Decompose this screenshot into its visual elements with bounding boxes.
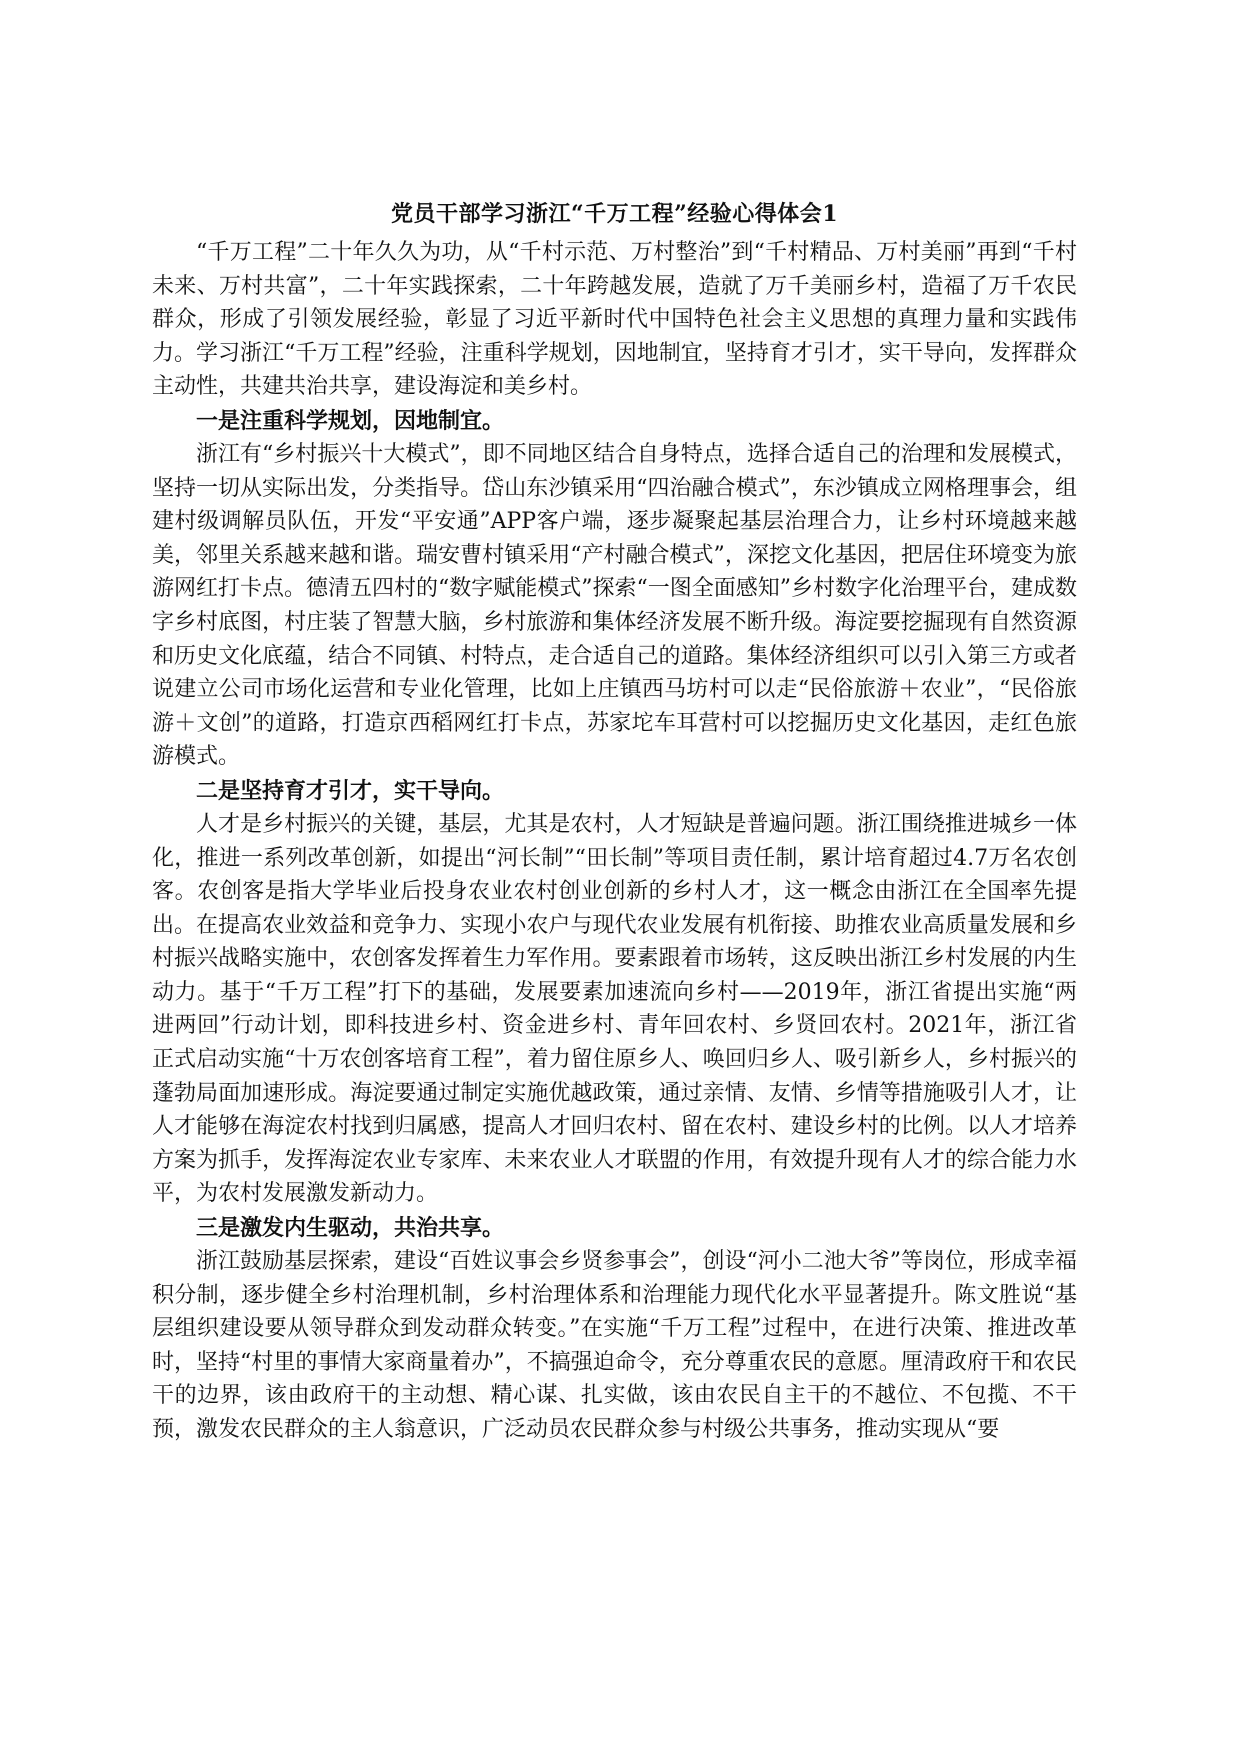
section-1 bbox=[152, 404, 1077, 774]
section-heading: 一是注重科学规划，因地制宜。 bbox=[196, 407, 505, 434]
document-title: 党员干部学习浙江“千万工程”经验心得体会1 bbox=[390, 201, 839, 227]
section-heading: 二是坚持育才引才，实干导向。 bbox=[196, 777, 505, 804]
section-body: 浙江鼓励基层探索，建设“百姓议事会乡贤参事会”，创设“河小二池大爷”等岗位，形成幸福积分制，逐步健全乡村治理机制，乡村治理体系和治理能力现代化水平显著提升。陈文胜说“基层组织建设要从领导群众到发动群众转变。”在实施“千万工程”过程中，在进行决策、推进改革时，坚持“村里的事情大家商量着办”，不搞强迫命令，充分尊重农民的意愿。厘清政府干和农民干的边界，该由政府干的主动想、精心谋、扎实做，该由农民自主干的不越位、不包揽、不干预，激发农民群众的主人翁意识，广泛动员农民群众参与村级公共事务，推动实现从“要 bbox=[152, 1249, 1077, 1442]
section-2 bbox=[152, 774, 1077, 1211]
section-3 bbox=[152, 1211, 1077, 1447]
intro-paragraph: “千万工程”二十年久久为功，从“千村示范、万村整治”到“千村精品、万村美丽”再到“千村未来、万村共富”，二十年实践探索，二十年跨越发展，造就了万千美丽乡村，造福了万千农民群众，形成了引领发展经验，彰显了习近平新时代中国特色社会主义思想的真理力量和实践伟力。学习浙江“千万工程”经验，注重科学规划，因地制宜，坚持育才引才，实干导向，发挥群众主动性，共建共治共享，建设海淀和美乡村。 bbox=[152, 240, 1077, 400]
document-page bbox=[152, 194, 1077, 1447]
section-heading: 三是激发内生驱动，共治共享。 bbox=[196, 1215, 505, 1242]
section-body: 人才是乡村振兴的关键，基层，尤其是农村，人才短缺是普遍问题。浙江围绕推进城乡一体化，推进一系列改革创新，如提出“河长制”“田长制”等项目责任制，累计培育超过4.7万名农创客。农创客是指大学毕业后投身农业农村创业创新的乡村人才，这一概念由浙江在全国率先提出。在提高农业效益和竞争力、实现小农户与现代农业发展有机衔接、助推农业高质量发展和乡村振兴战略实施中，农创客发挥着生力军作用。要素跟着市场转，这反映出浙江乡村发展的内生动力。基于“千万工程”打下的基础，发展要素加速流向乡村——2019年，浙江省提出实施“两进两回”行动计划，即科技进乡村、资金进乡村、青年回农村、乡贤回农村。2021年，浙江省正式启动实施“十万农创客培育工程”，着力留住原乡人、唤回归乡人、吸引新乡人，乡村振兴的蓬勃局面加速形成。海淀要通过制定实施优越政策，通过亲情、友情、乡情等措施吸引人才，让人才能够在海淀农村找到归属感，提高人才回归农村、留在农村、建设乡村的比例。以人才培养方案为抓手，发挥海淀农业专家库、未来农业人才联盟的作用，有效提升现有人才的综合能力水平，为农村发展激发新动力。 bbox=[152, 811, 1077, 1207]
section-body: 浙江有“乡村振兴十大模式”，即不同地区结合自身特点，选择合适自己的治理和发展模式，坚持一切从实际出发，分类指导。岱山东沙镇采用“四治融合模式”，东沙镇成立网格理事会，组建村级调解员队伍，开发“平安通”APP客户端，逐步凝聚起基层治理合力，让乡村环境越来越美，邻里关系越来越和谐。瑞安曹村镇采用“产村融合模式”，深挖文化基因，把居住环境变为旅游网红打卡点。德清五四村的“数字赋能模式”探索“一图全面感知”乡村数字化治理平台，建成数字乡村底图，村庄装了智慧大脑，乡村旅游和集体经济发展不断升级。海淀要挖掘现有自然资源和历史文化底蕴，结合不同镇、村特点，走合适自己的道路。集体经济组织可以引入第三方或者说建立公司市场化运营和专业化管理，比如上庄镇西马坊村可以走“民俗旅游＋农业”，“民俗旅游＋文创”的道路，打造京西稻网红打卡点，苏家坨车耳营村可以挖掘历史文化基因，走红色旅游模式。 bbox=[152, 441, 1077, 770]
